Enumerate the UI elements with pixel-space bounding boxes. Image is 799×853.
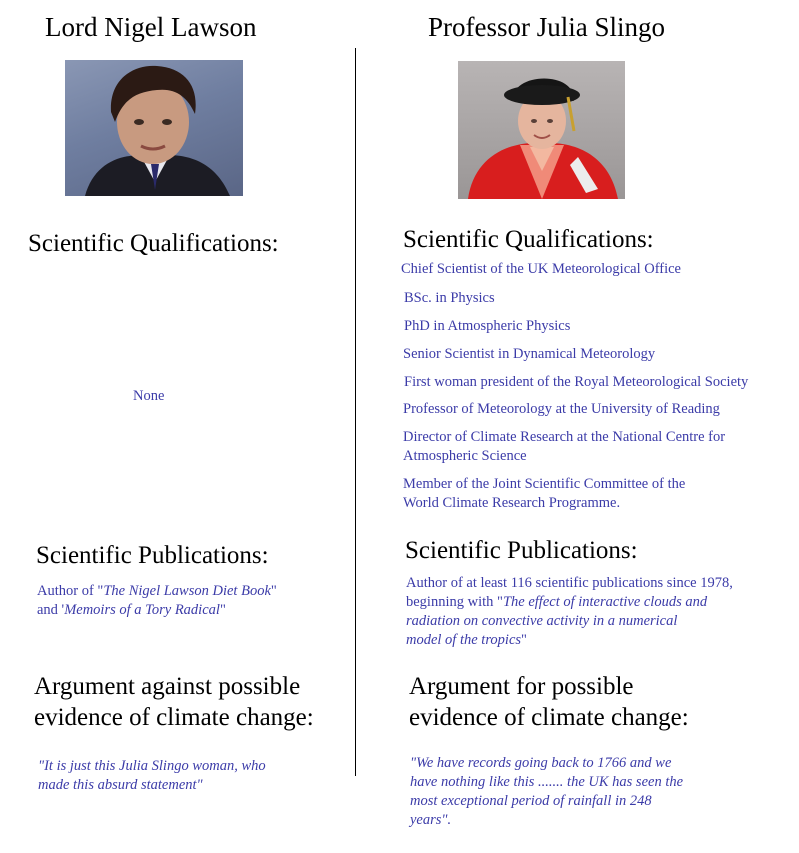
slingo-portrait xyxy=(458,61,625,199)
qualification-item: BSc. in Physics xyxy=(404,290,495,306)
right-quote: "We have records going back to 1766 and we have nothing like this ....... the UK has seen the most exceptional period of rainfall in 248 years". xyxy=(410,755,684,828)
qualification-item: First woman president of the Royal Meteorological Society xyxy=(404,374,749,390)
qualification-item: Professor of Meteorology at the University of Reading xyxy=(403,401,720,417)
lawson-portrait xyxy=(65,60,243,196)
column-divider xyxy=(355,48,356,776)
qualification-item: Senior Scientist in Dynamical Meteorology xyxy=(403,346,656,362)
left-qualifications-heading: Scientific Qualifications: xyxy=(28,230,279,257)
qualification-item: Director of Climate Research at the National Centre for Atmospheric Science xyxy=(403,429,726,464)
right-publications-heading: Scientific Publications: xyxy=(405,537,638,564)
qualification-item: Member of the Joint Scientific Committee of the World Climate Research Programme. xyxy=(403,476,686,511)
qualification-item: Chief Scientist of the UK Meteorological Office xyxy=(401,261,681,277)
right-qualifications-heading: Scientific Qualifications: xyxy=(403,226,654,253)
left-publications-heading: Scientific Publications: xyxy=(36,542,269,569)
qualification-item: PhD in Atmospheric Physics xyxy=(404,318,571,334)
left-qualifications-value: None xyxy=(133,388,165,404)
right-person-name: Professor Julia Slingo xyxy=(428,12,666,42)
left-quote: "It is just this Julia Slingo woman, who made this absurd statement" xyxy=(38,758,266,793)
left-argument-heading: Argument against possible evidence of climate change: xyxy=(34,673,314,731)
left-publications: Author of "The Nigel Lawson Diet Book" and 'Memoirs of a Tory Radical" xyxy=(37,583,277,618)
right-argument-heading: Argument for possible evidence of climate change: xyxy=(409,673,689,731)
right-publications: Author of at least 116 scientific publications since 1978, beginning with "The effect of interactive clouds and radiation on convective activity in a numerical model of the tropics" xyxy=(406,575,733,648)
left-person-name: Lord Nigel Lawson xyxy=(45,12,257,42)
